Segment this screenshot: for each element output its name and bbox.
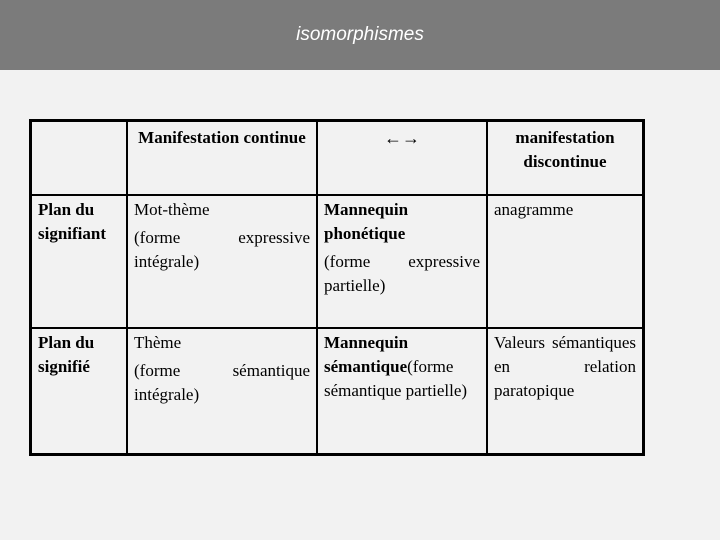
table-cell	[317, 195, 487, 328]
cell-line: Mot-thème	[134, 199, 210, 219]
cell-line: (forme expressive intégrale)	[134, 227, 310, 271]
row-label: Plan du signifié	[31, 328, 128, 455]
table-row	[31, 195, 644, 328]
header-manifestation-discontinue: manifestation discontinue	[487, 121, 644, 195]
table-row	[31, 328, 644, 455]
cell-bold-text: Mannequin phonétique	[324, 199, 409, 243]
arrows-icon: ←→	[384, 128, 420, 148]
table-cell: Valeurs sémantiques en relation paratopique	[487, 328, 644, 455]
table-cell: anagramme	[487, 195, 644, 328]
cell-line: Thème	[134, 332, 182, 352]
header-manifestation-continue: Manifestation continue	[127, 121, 317, 195]
cell-bold-text: Mannequin	[324, 332, 409, 352]
isomorphism-table	[29, 119, 645, 456]
header-bidirectional-arrows-icon	[317, 121, 487, 195]
table-header-row	[31, 121, 644, 195]
cell-line: (forme sémantique partielle)	[324, 356, 468, 400]
empty-corner-cell	[31, 121, 128, 195]
table-cell	[127, 195, 317, 328]
cell-line: (forme expressive partielle)	[324, 251, 480, 295]
cell-bold-text: sémantique	[324, 356, 408, 376]
table-cell	[127, 328, 317, 455]
slide-title: isomorphismes	[296, 24, 424, 45]
cell-line: (forme sémantique intégrale)	[134, 360, 310, 404]
row-label: Plan du signifiant	[31, 195, 128, 328]
table-cell	[317, 328, 487, 455]
